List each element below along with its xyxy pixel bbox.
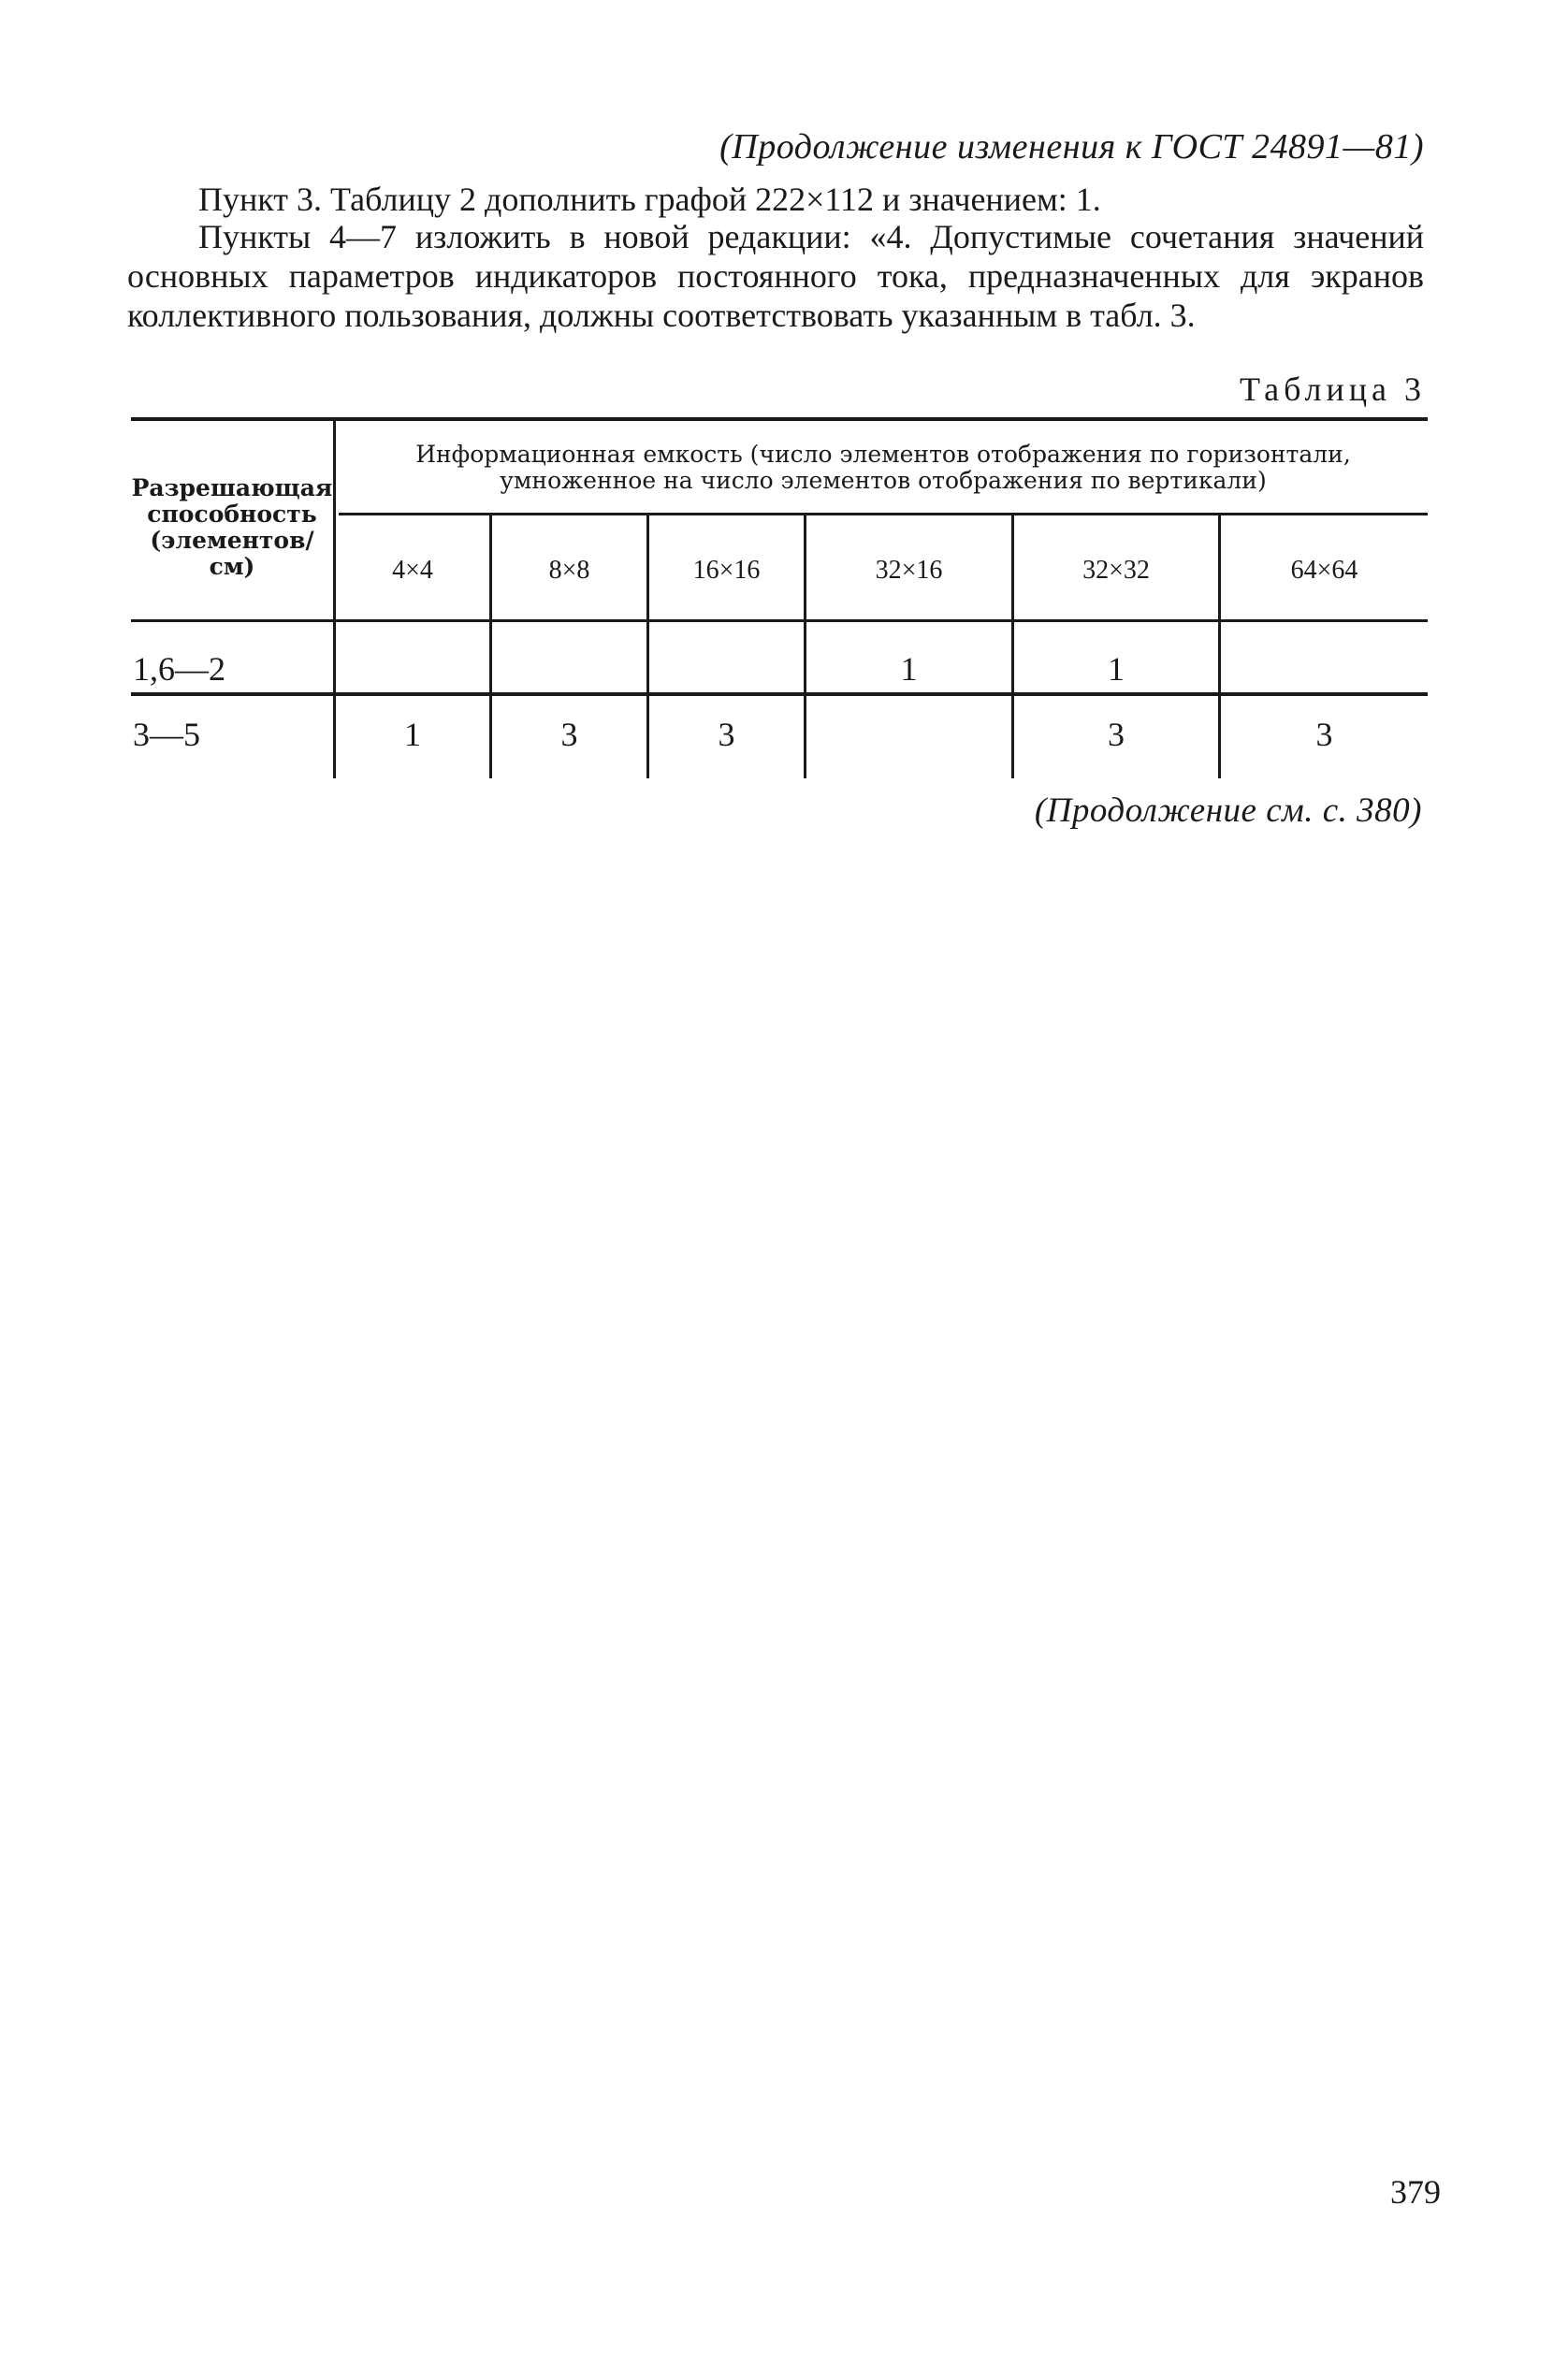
paragraph-item-3 [127, 180, 1424, 219]
header-bottom-rule [131, 619, 1428, 622]
table-cell: 3 [1315, 716, 1333, 753]
paragraph-items-4-7 [127, 217, 1424, 335]
table-caption: Таблица 3 [1240, 370, 1426, 408]
column-header-5: 32×32 [1082, 556, 1150, 585]
column-header-6: 64×64 [1290, 556, 1358, 585]
table-cell: 1 [1108, 650, 1125, 688]
group-header-rule [339, 513, 1428, 515]
table-cell: 1 [900, 650, 918, 688]
paragraph-item-3-text: Пункт 3. Таблицу 2 дополнить графой 222×112 и значением: 1. [198, 181, 1101, 218]
continuation-footer: (Продолжение см. с. 380) [1034, 791, 1422, 830]
row-label-1: 1,6—2 [133, 650, 225, 688]
table-cell: 3 [560, 716, 578, 753]
continuation-header: (Продолжение изменения к ГОСТ 24891—81) [719, 127, 1424, 167]
row-label-2: 3—5 [133, 716, 200, 753]
table-cell: 1 [404, 716, 421, 753]
table-3 [131, 417, 1428, 778]
column-header-3: 16×16 [692, 556, 761, 585]
column-header-1: 4×4 [392, 556, 433, 585]
col-divider-3 [804, 515, 806, 778]
table-cell: 3 [1108, 716, 1125, 753]
row-separator-rule [131, 692, 1428, 696]
group-header: Информационная емкость (число элементов отображения по горизонтали, умноженное на число элементов отображения по вертикали) [415, 441, 1351, 494]
column-header-4: 32×16 [875, 556, 943, 585]
row-header: Разрешающая способность (элементов/см) [131, 474, 333, 580]
column-header-2: 8×8 [548, 556, 590, 585]
page-number: 379 [1390, 2173, 1441, 2211]
paragraph-items-4-7-text: Пункты 4—7 изложить в новой редакции: «4. Допустимые сочетания значений основных параметров индикаторов постоянного тока, предназначенных для экранов коллективного пользования, должны соответствовать указанным в табл. 3. [127, 218, 1424, 334]
table-top-rule [131, 417, 1428, 421]
table-cell: 3 [718, 716, 735, 753]
